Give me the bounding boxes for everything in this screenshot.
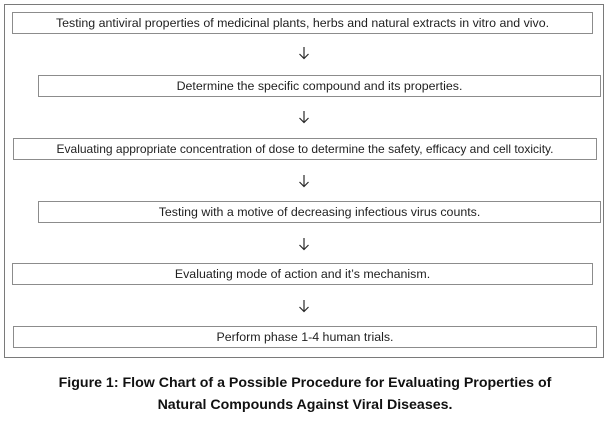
flowchart-step-2: Determine the specific compound and its properties.	[38, 75, 601, 97]
flowchart-step-1: Testing antiviral properties of medicinal plants, herbs and natural extracts in vitro and vivo.	[12, 12, 593, 34]
figure-caption	[0, 372, 610, 416]
flowchart-step-4: Testing with a motive of decreasing infectious virus counts.	[38, 201, 601, 223]
down-arrow-icon	[5, 171, 603, 191]
flowchart-step-3: Evaluating appropriate concentration of dose to determine the safety, efficacy and cell toxicity.	[13, 138, 597, 160]
flowchart-frame	[4, 4, 604, 358]
down-arrow-icon	[5, 43, 603, 63]
figure-caption-line-1: Figure 1: Flow Chart of a Possible Procedure for Evaluating Properties of	[58, 375, 552, 391]
down-arrow-icon	[5, 296, 603, 316]
down-arrow-icon	[5, 107, 603, 127]
figure-caption-line-2: Natural Compounds Against Viral Diseases.	[157, 397, 453, 413]
flowchart-step-6: Perform phase 1-4 human trials.	[13, 326, 597, 348]
flowchart-step-5: Evaluating mode of action and it’s mechanism.	[12, 263, 593, 285]
down-arrow-icon	[5, 234, 603, 254]
